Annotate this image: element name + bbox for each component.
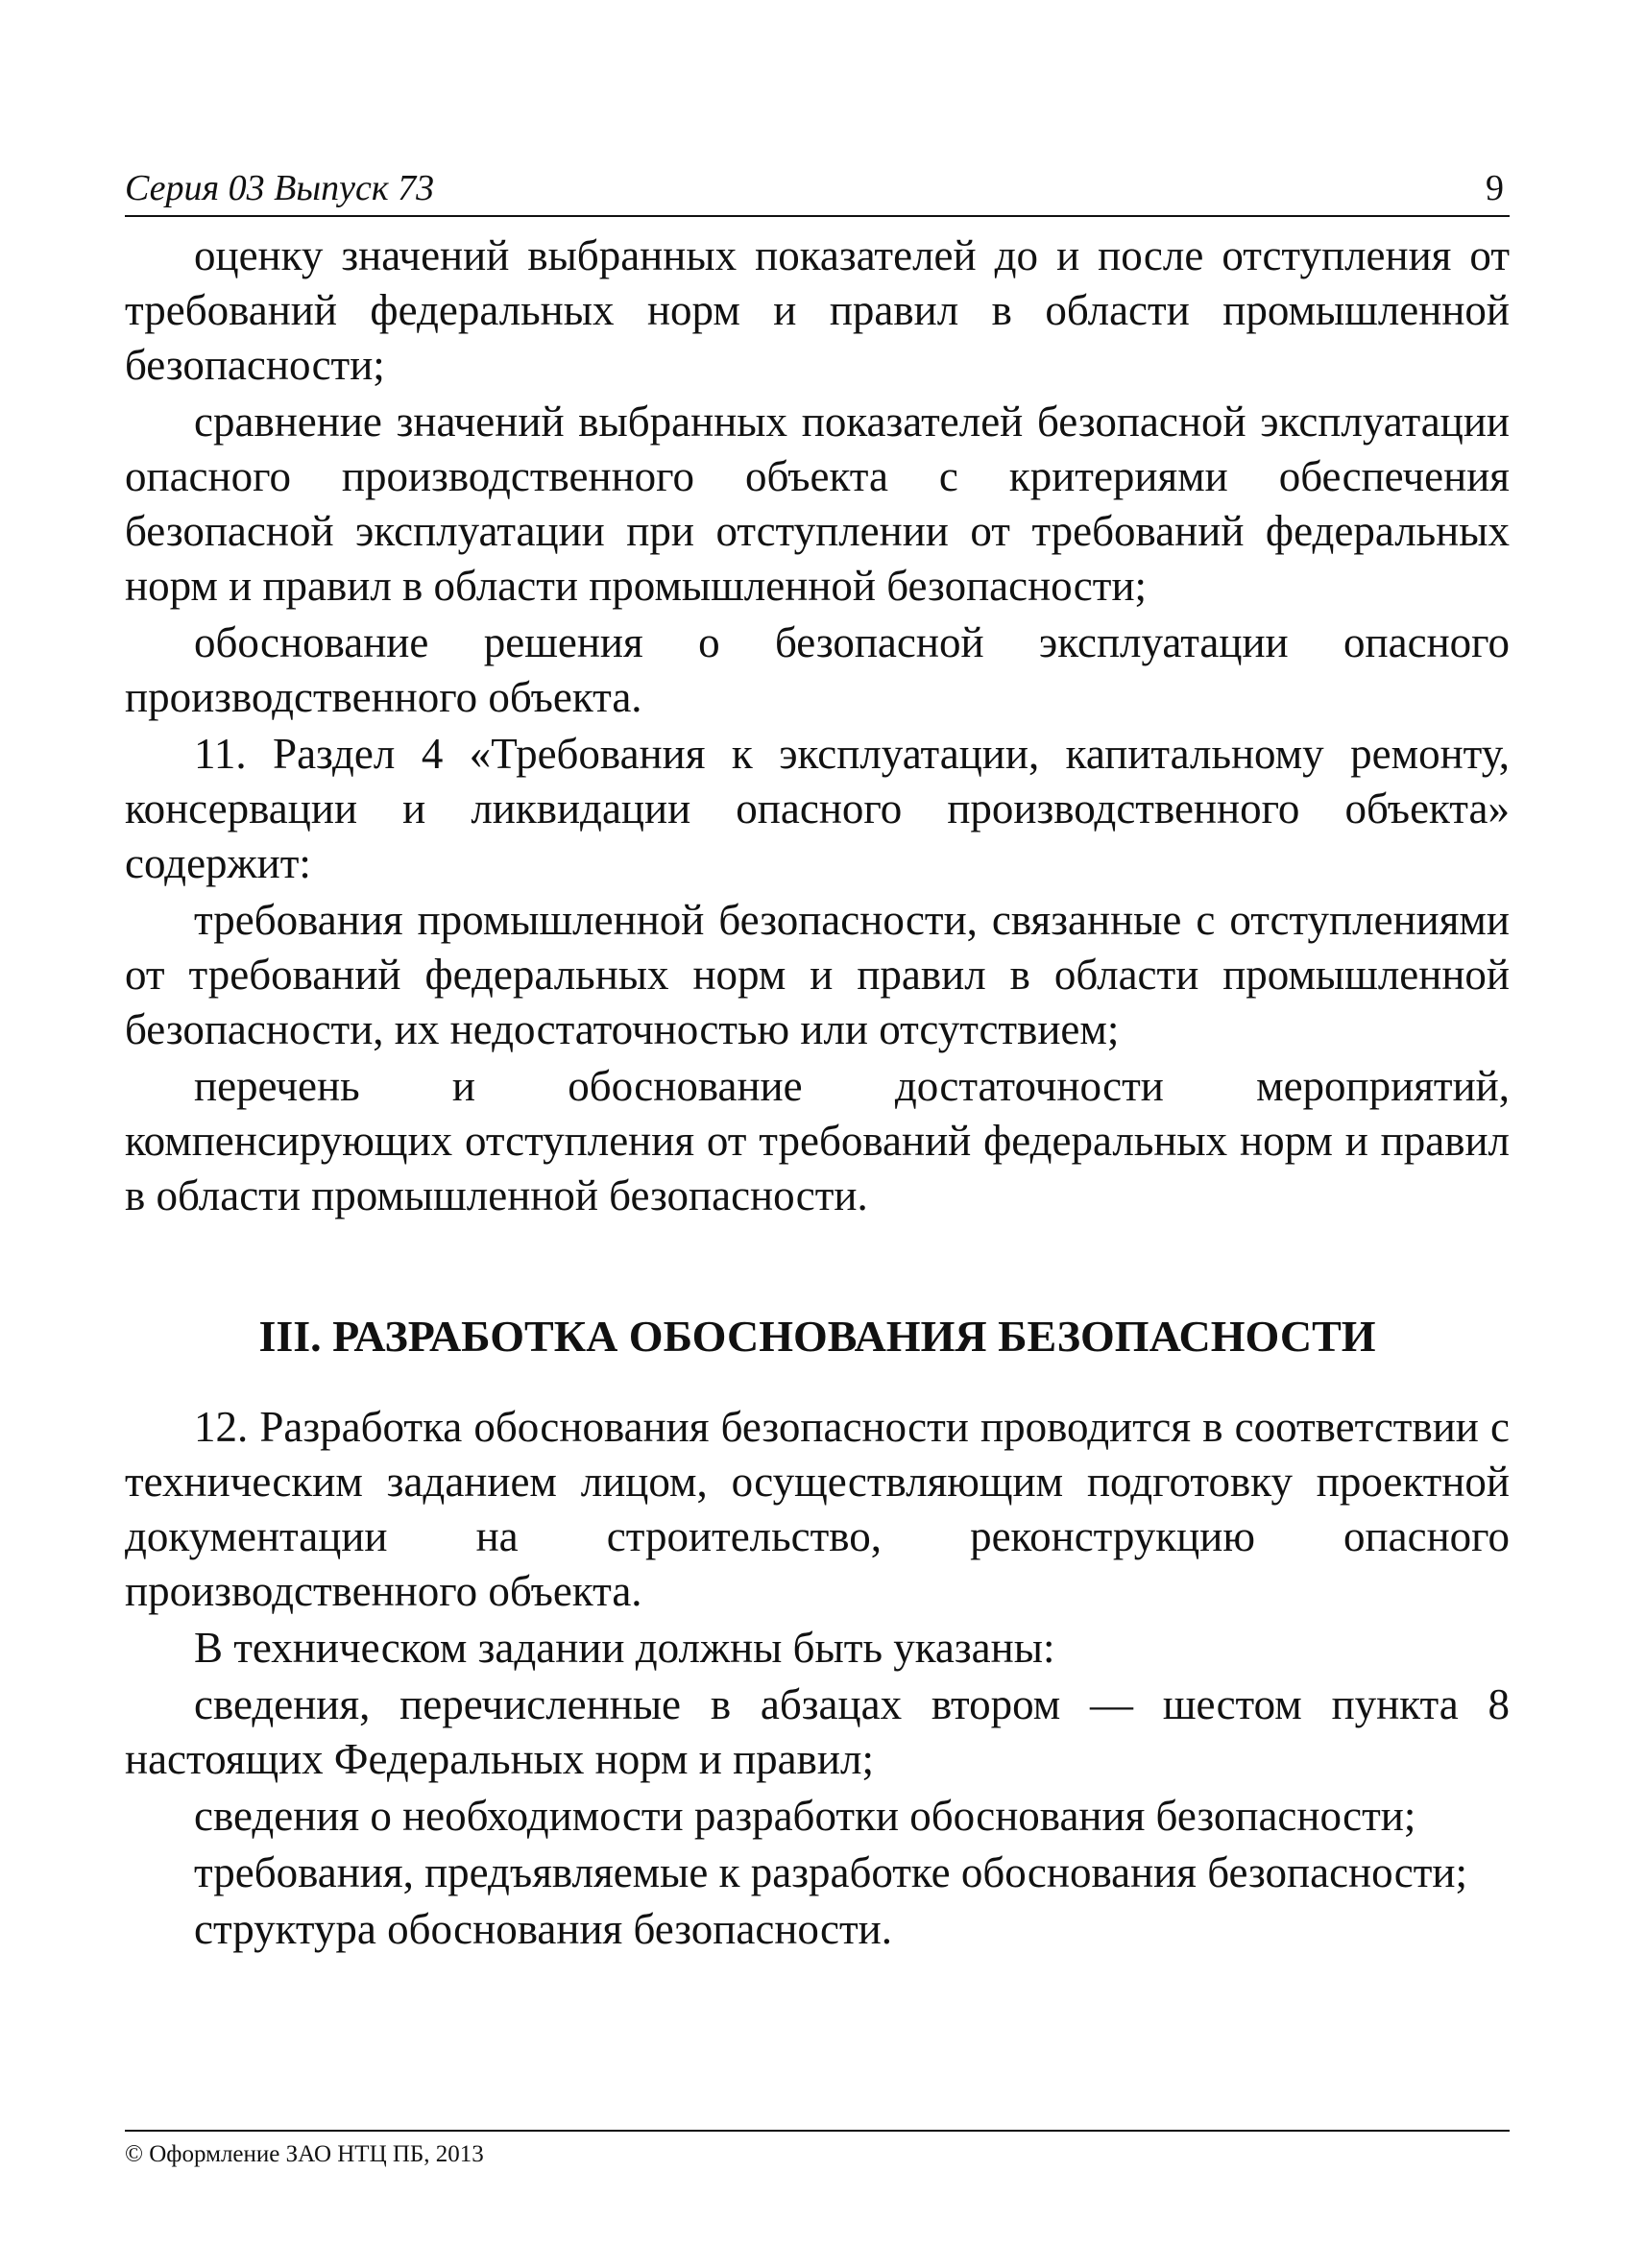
paragraph: сравнение значений выбранных показателей безопасной эксплуатации опасного производственного объекта с критериями обеспечения безопасной эксплуатации при отступлении от требований федеральных норм и правил в области промышленной безопасности;	[125, 398, 1510, 610]
paragraph: В техническом задании должны быть указаны:	[194, 1624, 1055, 1672]
paragraph: структура обоснования безопасности.	[194, 1905, 893, 1953]
footer	[125, 2130, 1510, 2174]
paragraph: 11. Раздел 4 «Требования к эксплуатации, капитальному ремонту, консервации и ликвидации опасного производственного объекта» содержит:	[125, 730, 1510, 887]
paragraph: требования, предъявляемые к разработке обоснования безопасности;	[194, 1848, 1467, 1896]
paragraph: перечень и обоснование достаточности мероприятий, компенсирующих отступления от требований федеральных норм и правил в области промышленной безопасности.	[125, 1062, 1510, 1219]
paragraph: требования промышленной безопасности, связанные с отступлениями от требований федеральных норм и правил в области промышленной безопасности, их недостаточностью или отсутствием;	[125, 896, 1510, 1053]
copyright-notice: © Оформление ЗАО НТЦ ПБ, 2013	[125, 2141, 484, 2167]
paragraph: 12. Разработка обоснования безопасности проводится в соответствии с техническим заданием лицом, осуществляющим подготовку проектной документации на строительство, реконструкцию опасного производственного объекта.	[125, 1403, 1510, 1615]
page-number: 9	[1486, 168, 1504, 208]
document-body	[125, 229, 1510, 1959]
paragraph: обоснование решения о безопасной эксплуатации опасного производственного объекта.	[125, 618, 1510, 721]
series-title: Серия 03 Выпуск 73	[125, 168, 435, 208]
paragraph: сведения о необходимости разработки обоснования безопасности;	[194, 1792, 1416, 1840]
paragraph: сведения, перечисленные в абзацах втором — шестом пункта 8 настоящих Федеральных норм и правил;	[125, 1680, 1510, 1783]
section-heading: III. РАЗРАБОТКА ОБОСНОВАНИЯ БЕЗОПАСНОСТИ	[258, 1312, 1376, 1361]
paragraph: оценку значений выбранных показателей до и после отступления от требований федеральных норм и правил в области промышленной безопасности;	[125, 231, 1510, 389]
running-head	[125, 161, 1510, 217]
